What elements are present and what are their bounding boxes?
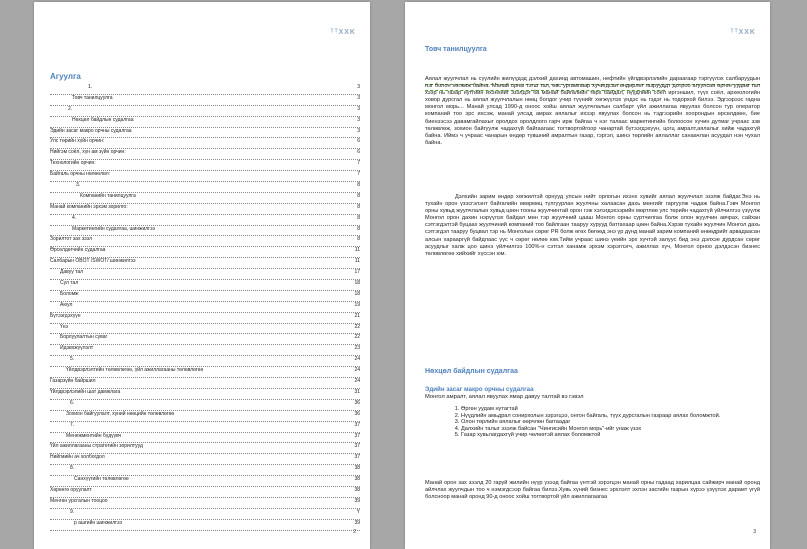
toc-entry-page: 8 [357,203,360,210]
toc-entry[interactable] [50,226,360,237]
toc-entry[interactable] [50,487,360,498]
page-header: ᵀᵀXXK [730,29,756,36]
list-item: 3. Олон төрлийн аялалыг өөрчлөн баггаадаг [461,419,761,426]
toc-entry-text: Зорилтот зах зээл [50,236,93,243]
toc-entry-text: Салбарын OBOT /SWOT/ шинжилгээ [50,258,136,265]
toc-entry-text: Үнэ [60,323,69,330]
toc-entry-page: 8 [357,192,360,199]
toc-entry-page: 7 [357,171,360,178]
toc-entry-text: Менгөн урсгалын тооцоо [50,497,108,504]
toc-entry[interactable] [50,465,360,476]
toc-entry[interactable] [50,509,360,520]
toc-entry[interactable] [50,215,360,226]
toc-entry-text: Газарзүйн байршил [50,378,96,385]
toc-entry-page: 36 [354,410,360,417]
toc-entry[interactable] [50,389,360,400]
toc-entry-text: Улс төрийн хүйн орчин: [50,138,105,145]
toc-title: Агуулга [50,72,81,81]
document-page-2 [34,2,370,549]
toc-entry[interactable] [50,411,360,422]
toc-entry-page: 17 [354,269,360,276]
section-title-situation: Нөхцөл байдлын судалгаа [425,368,518,375]
toc-entry-text: 1. [88,84,93,90]
toc-entry-text: Борлуулалтын суваг [60,334,108,341]
toc-entry-text: Менежментийн бүдүүвч [66,432,122,439]
list-item: 5. Газар хувьлагдахгүй учир чөлөөтэй аялах боломжтой [461,432,761,439]
toc-entry-text: Манай компанийн эрхэм зорилго: [50,203,128,210]
toc-entry-text: 2. [68,105,73,112]
toc-entry-page: 8 [357,214,360,221]
toc-entry[interactable] [50,280,360,291]
toc-entry-text: 6. [70,399,75,406]
toc-entry[interactable] [50,313,360,324]
toc-entry-text: Бүтээгдэхүүн [50,312,81,319]
section-title-intro: Товч танилцуулга [425,46,487,53]
page-number: 2 [353,529,356,535]
toc-entry-page: 11 [354,247,360,254]
toc-entry-page: 8 [357,225,360,232]
toc-entry-text: 4. [72,214,77,221]
toc-entry-page: 22 [354,334,360,341]
toc-entry[interactable] [50,138,360,149]
document-page-3 [405,2,770,549]
toc-entry-page: 24 [354,367,360,374]
toc-entry-page: 8 [357,236,360,243]
toc-entry-page: 37 [354,421,360,428]
toc-entry-page: 18 [354,280,360,287]
toc-entry-page: 39 [354,497,360,504]
toc-entry[interactable] [50,356,360,367]
toc-entry[interactable] [50,106,360,117]
toc-entry[interactable] [50,117,360,128]
toc-entry-text: Байгаль орчны нөлөөлөл: [50,171,111,178]
toc-entry-page: 38 [354,476,360,483]
toc-entry-text: Товч танилцуулга [72,94,113,101]
toc-entry-text: 8. [70,465,75,472]
toc-entry-text: Нийгмийн ач холбогдол [50,454,105,461]
toc-entry-page: 6 [357,149,360,156]
toc-entry[interactable] [50,149,360,160]
toc-entry-page: 18 [354,290,360,297]
toc-entry[interactable] [50,520,360,531]
toc-entry-text: Нөхцөл байдлын судалгаа [72,116,134,123]
toc-entry-page: 31 [354,388,360,395]
toc-entry-text: Зохион байгуулалт, хүний нөөцийн төлөвлөгөө [66,410,175,417]
list-item: 2. Нүүдлийн амьдрал сонирхолын зэрэгцээ, онгон байгаль, түүх дурсгалын газраар аялах боломжтой. [461,413,761,420]
toc-entry[interactable] [50,247,360,258]
toc-entry-text: Давуу тал [60,269,84,276]
toc-entry-text: Эдийн засаг макро орчны судалгаа [50,127,132,134]
toc-entry[interactable] [50,171,360,182]
toc-entry[interactable] [50,95,360,106]
toc-entry[interactable] [50,302,360,313]
toc-entry-text: 9. [70,508,75,515]
toc-entry-text: Аюул [60,301,73,308]
toc-entry-page: 3 [357,127,360,134]
list-item: 1. Өргөн уудам нутагтай [461,406,761,413]
toc-entry-page: 23 [354,345,360,352]
toc-entry-text: 5. [70,356,75,363]
toc-entry-text: 7. [70,421,75,428]
list-item: 4. Далхийн талыг эзэлж байсан "Чингисийн Монгол морь"-ийг унаж үзэх [461,426,761,433]
subsection-title-macro: Эдийн засаг макро орчны судалгаа [425,386,534,393]
toc-entry-page: 24 [354,356,360,363]
toc-entry-page: 37 [354,454,360,461]
toc-entry-text: Идэвхжүүлэлт [60,345,94,352]
toc-entry[interactable] [50,454,360,465]
toc-entry[interactable] [50,258,360,269]
toc-entry-page: 3 [357,116,360,123]
table-of-contents [50,84,360,531]
toc-entry[interactable] [50,345,360,356]
toc-entry[interactable] [50,400,360,411]
toc-entry-text: Хөрөнгө оруулалт [50,486,92,493]
toc-entry-page: 7 [357,160,360,167]
toc-entry[interactable] [50,476,360,487]
toc-entry-text: Сул тал [60,280,79,287]
toc-entry-text: р ашгийн шинжилгээ [74,519,123,526]
toc-entry-page: 3 [357,84,360,90]
toc-entry-page: 38 [354,486,360,493]
toc-entry[interactable] [50,193,360,204]
toc-entry[interactable] [50,422,360,433]
toc-entry-page: 3 [357,105,360,112]
advantages-list [449,406,761,439]
toc-entry-page: 3 [357,94,360,101]
toc-entry-text: Санхүүгийн төлөвлөгөө [74,476,129,483]
toc-entry-text: Үйлдвэрлэлтийн төлөвлөгөө, үйл ажиллагааны төлөвлөгөө [66,367,204,374]
toc-entry[interactable] [50,204,360,215]
toc-entry[interactable] [50,367,360,378]
toc-entry-page: 6 [357,138,360,145]
paragraph-macro: Манай орон зах зээлд 20 гаруй жилийн нүүр үзээд байгаа үнтгэй зэрэгцэн манай орны гадаад харилцаа сайжирч манай оронд айлчлах жуулчдын тоо ч нэмэгдсээр байгаа билээ.Хувь хүний бизнес эрхлэлт эхлэн засгийн газрын хүрээ үзүүлэх дарамт үгүй болсноор манай оронд 90-д оноос хойш тогтвортой үйл ажиллагаагаа [425,480,760,501]
toc-entry[interactable] [50,334,360,345]
toc-entry-page: Y [356,508,360,515]
page-number: 3 [753,529,756,535]
toc-entry-page: 24 [354,378,360,385]
toc-entry-text: Компанийн танилцуулга [80,192,136,199]
toc-entry-text: Маркетингийн судалгаа, шинжилгээ [72,225,156,232]
toc-entry[interactable] [50,84,360,95]
toc-entry-text: Үйлдвэрлэлийн шат дамжлага [50,388,121,395]
toc-entry-page: 39 [354,519,360,526]
toc-entry[interactable] [50,378,360,389]
toc-entry[interactable] [50,498,360,509]
paragraph-intro-1: Аялал жуулчлал нь сүүлийн жилүүдэд дэлхий дахинд автомашин, нефтийн үйлдвэрлэлийн дараагаар тэргүүлэх салбаруудын нэг болон хөгжиж байна. Манай орны тэгш тал, өвс ургамлаар хучигдсан өндөрлөг газрууддт дотроо агуулсан өргөн уудам тал хээр нь газар нутгийн ихэнхийг эзэлдэг ба манай байгалийн төрх байдал, нүүдлийн соёл иргэншил, түүх соёл, археологийн ховор дурсгал нь аялал жуулчлалын нөөц болдог учир түүнийг хөгжүүлэх үндэс нь гэдэг нь тодорхой билээ. Эдгээрээс гадна монгол морь... Манай улсад 1990-д оноос хойш аялал жуулчлалын салбарт үйл ажиллагаа явуулах болсон тур оператор компаний тоо эрс ихсэж, манай улсад амрах аялалыг ихээр явуулах болсон нь тэдгээрийн хоорондын өрсөлдөөн, бие биенээсээ давамгайлахыг оролдох оролдлого гарч ирж байгаа ч нэг талаас маркетингийн болоосон хүчин дутмаг учраас зэв төлөвлөж, зохион байгуулж чадахгүй байгаагаас тогтвортойгоор чанартай бүтээгдэхүүн, цогц амралт,аялалыг хийж чадахгүй байна. Иймэ ч учраас чанарын өндөр түвшний амралтын газар, гэргэл, шинэ төрлийн аялаллаг санаачлан асуудал нэн чухал байна. [425,76,760,146]
toc-entry[interactable] [50,269,360,280]
toc-entry-page: 8 [357,182,360,189]
toc-entry[interactable] [50,433,360,444]
toc-entry-page: 36 [354,399,360,406]
toc-entry-page: 22 [354,323,360,330]
list-intro: Монгол амралт, аялал явуулах ямар давуу талтай вэ гэвэл [425,394,584,400]
page-header: ᵀᵀXXK [330,29,356,36]
toc-entry[interactable] [50,182,360,193]
toc-entry-page: 37 [354,432,360,439]
toc-entry-page: 19 [354,301,360,308]
toc-entry-text: 3. [76,182,81,189]
toc-entry[interactable] [50,443,360,454]
toc-entry-page: 11 [354,258,360,265]
toc-entry[interactable] [50,324,360,335]
toc-entry-page: 38 [354,465,360,472]
toc-entry-text: Технологийн орчин: [50,160,96,167]
toc-entry[interactable] [50,160,360,171]
toc-entry-text: Боломж [60,290,79,297]
toc-entry-page: 21 [354,312,360,319]
toc-entry-page: 37 [354,443,360,450]
toc-entry-text: Нийгэм соёл, хүн ам зүйн орчин: [50,149,126,156]
toc-entry[interactable] [50,291,360,302]
toc-entry[interactable] [50,128,360,139]
toc-entry-text: Өрсөлдөгчийн судалгаа [50,247,106,254]
toc-entry-text: Үйл ажиллагааны стратегийн зорилтууд [50,443,143,450]
toc-entry[interactable] [50,236,360,247]
paragraph-intro-2: Дэлхийн зарим өндөр хөгжилтэй орнууд улсын нийт орлогын ихэнх хувийг аялал жуулчлал эзэлж байдаг.Энэ нь тухайн орон үзэсгэлэнт байгалийн өвөрмөц түлгуурлан жуулчны халаасан дахь мөнгийг гаргуулж чадаж байна.Гэвч Монгол орны хувьд жуулчлалын хувьд цөөн тооны жуулчинтай орон гэж хэлэгдэхээрийн мөртлөө улс төрийн чадахгүй үйлчилгээ үзүүлж Монгол орон дахин нэрүүлэх байдал мөн тэр жуулчний цааш Монгол орны суртчилгаа болж олон жуулчин авчрах, сайхан сэтгэгдэлтэй буцаах жуулчиний компаний тоо байлгаан тааруу хурууд батгахаар цөөн байна.Хэрэв тухайн жуулчин Монгол даxь сэтгэгдэл тааруу буцвал тэр нь Монголын сөрөг PR болж өгөх бөгөөд энэ үр дүнд манай зарим компаний өнөөдрийг арвадаасан алсын харааргүй байдлаас үүс ч сөрөг нөлөө юм.Тийм учраас шинэ үеийн эрх хүчтэй залуус бид энэ дэлхэе дурдсан сөрөг асуудлыг халж цоо шинэ үйлчилгээ 100%-н сэтгэл ханамж эрхэм хэрэглэгч, ажиллах хүч, Монгол орноо дэлдэсэн бизнес төлөвлөгөө хийхийг хүссэн юм. [425,194,760,257]
